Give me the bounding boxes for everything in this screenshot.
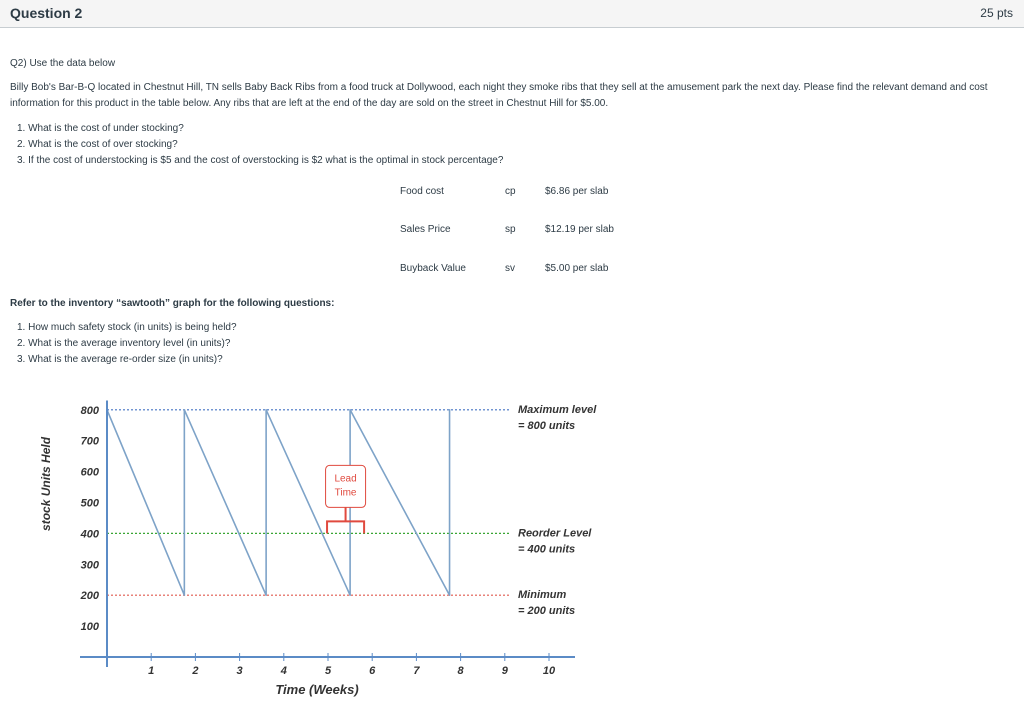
cost-label: Food cost (400, 186, 444, 197)
inventory-question-item: 2. What is the average inventory level (in units)? (17, 338, 231, 349)
lead-time-label: Time (334, 487, 357, 499)
x-tick-label: 9 (501, 665, 508, 677)
question-title: Question 2 (10, 5, 83, 21)
inventory-question-item: 3. What is the average re-order size (in units)? (17, 354, 223, 365)
cost-label: Sales Price (400, 224, 451, 235)
inventory-point (265, 594, 267, 596)
reference-value-label: = 400 units (518, 543, 576, 556)
x-tick-label: 7 (413, 665, 420, 677)
inventory-question-list (17, 320, 237, 368)
cost-abbr: sp (505, 224, 516, 235)
question-item: 3. If the cost of understocking is $5 and the cost of overstocking is $2 what is the optimal in stock percentage? (17, 155, 504, 166)
y-tick-label: 700 (80, 435, 99, 448)
lead-time-bracket (327, 507, 364, 533)
x-tick-label: 6 (369, 665, 376, 677)
reference-label: Minimum (518, 589, 567, 602)
y-tick-label: 100 (80, 621, 99, 634)
x-tick-label: 3 (236, 665, 243, 677)
question-item: 2. What is the cost of over stocking? (17, 139, 178, 150)
inventory-point (184, 594, 186, 596)
question-paragraph: Billy Bob's Bar-B-Q located in Chestnut Hill, TN sells Baby Back Ribs from a food truck at Dollywood, each night they smoke ribs that they sell at the amusement park the next day. Please find the relevant demand and cost information for this product in the table below. Any ribs that are left at the end of the day are sold on the street in Chestnut Hill for $5.00. (10, 82, 988, 109)
y-tick-label: 300 (80, 559, 99, 572)
inventory-point (349, 594, 351, 596)
x-tick-label: 2 (192, 665, 199, 677)
inventory-point (449, 594, 451, 596)
inventory-point (349, 409, 351, 411)
cost-abbr: sv (505, 263, 515, 274)
inventory-point (265, 409, 267, 411)
cost-label: Buyback Value (400, 263, 466, 274)
question-points: 25 pts (980, 6, 1013, 20)
x-tick-label: 10 (542, 665, 556, 677)
reference-label: Maximum level (518, 403, 597, 416)
x-axis-label: Time (Weeks) (275, 682, 359, 697)
y-tick-label: 600 (80, 466, 99, 479)
y-axis-label: stock Units Held (39, 436, 53, 531)
inventory-point (184, 409, 186, 411)
lead-time-box (326, 465, 366, 507)
inventory-question-item: 1. How much safety stock (in units) is being held? (17, 322, 237, 333)
y-tick-label: 800 (80, 404, 99, 417)
y-tick-label: 500 (80, 497, 99, 510)
cost-abbr: cp (505, 186, 516, 197)
y-tick-label: 400 (80, 528, 99, 541)
inventory-point (449, 409, 451, 411)
cost-value: $12.19 per slab (545, 224, 614, 235)
x-tick-label: 5 (324, 665, 332, 677)
question-header (0, 0, 1024, 28)
x-tick-label: 1 (148, 665, 155, 677)
cost-value: $6.86 per slab (545, 186, 609, 197)
reference-value-label: = 800 units (518, 419, 576, 432)
inventory-series-line (107, 410, 450, 595)
y-tick-label: 200 (80, 590, 99, 603)
cost-value: $5.00 per slab (545, 263, 609, 274)
question-list (17, 121, 503, 169)
lead-time-label: Lead (334, 473, 357, 485)
reference-value-label: = 200 units (518, 605, 576, 618)
x-tick-label: 8 (457, 665, 464, 677)
x-tick-label: 4 (280, 665, 287, 677)
question-item: 1. What is the cost of under stocking? (17, 123, 184, 134)
inventory-heading: Refer to the inventory “sawtooth” graph for the following questions: (10, 298, 335, 309)
question-heading: Q2) Use the data below (10, 58, 116, 69)
reference-label: Reorder Level (518, 527, 592, 540)
sawtooth-chart (0, 395, 640, 700)
